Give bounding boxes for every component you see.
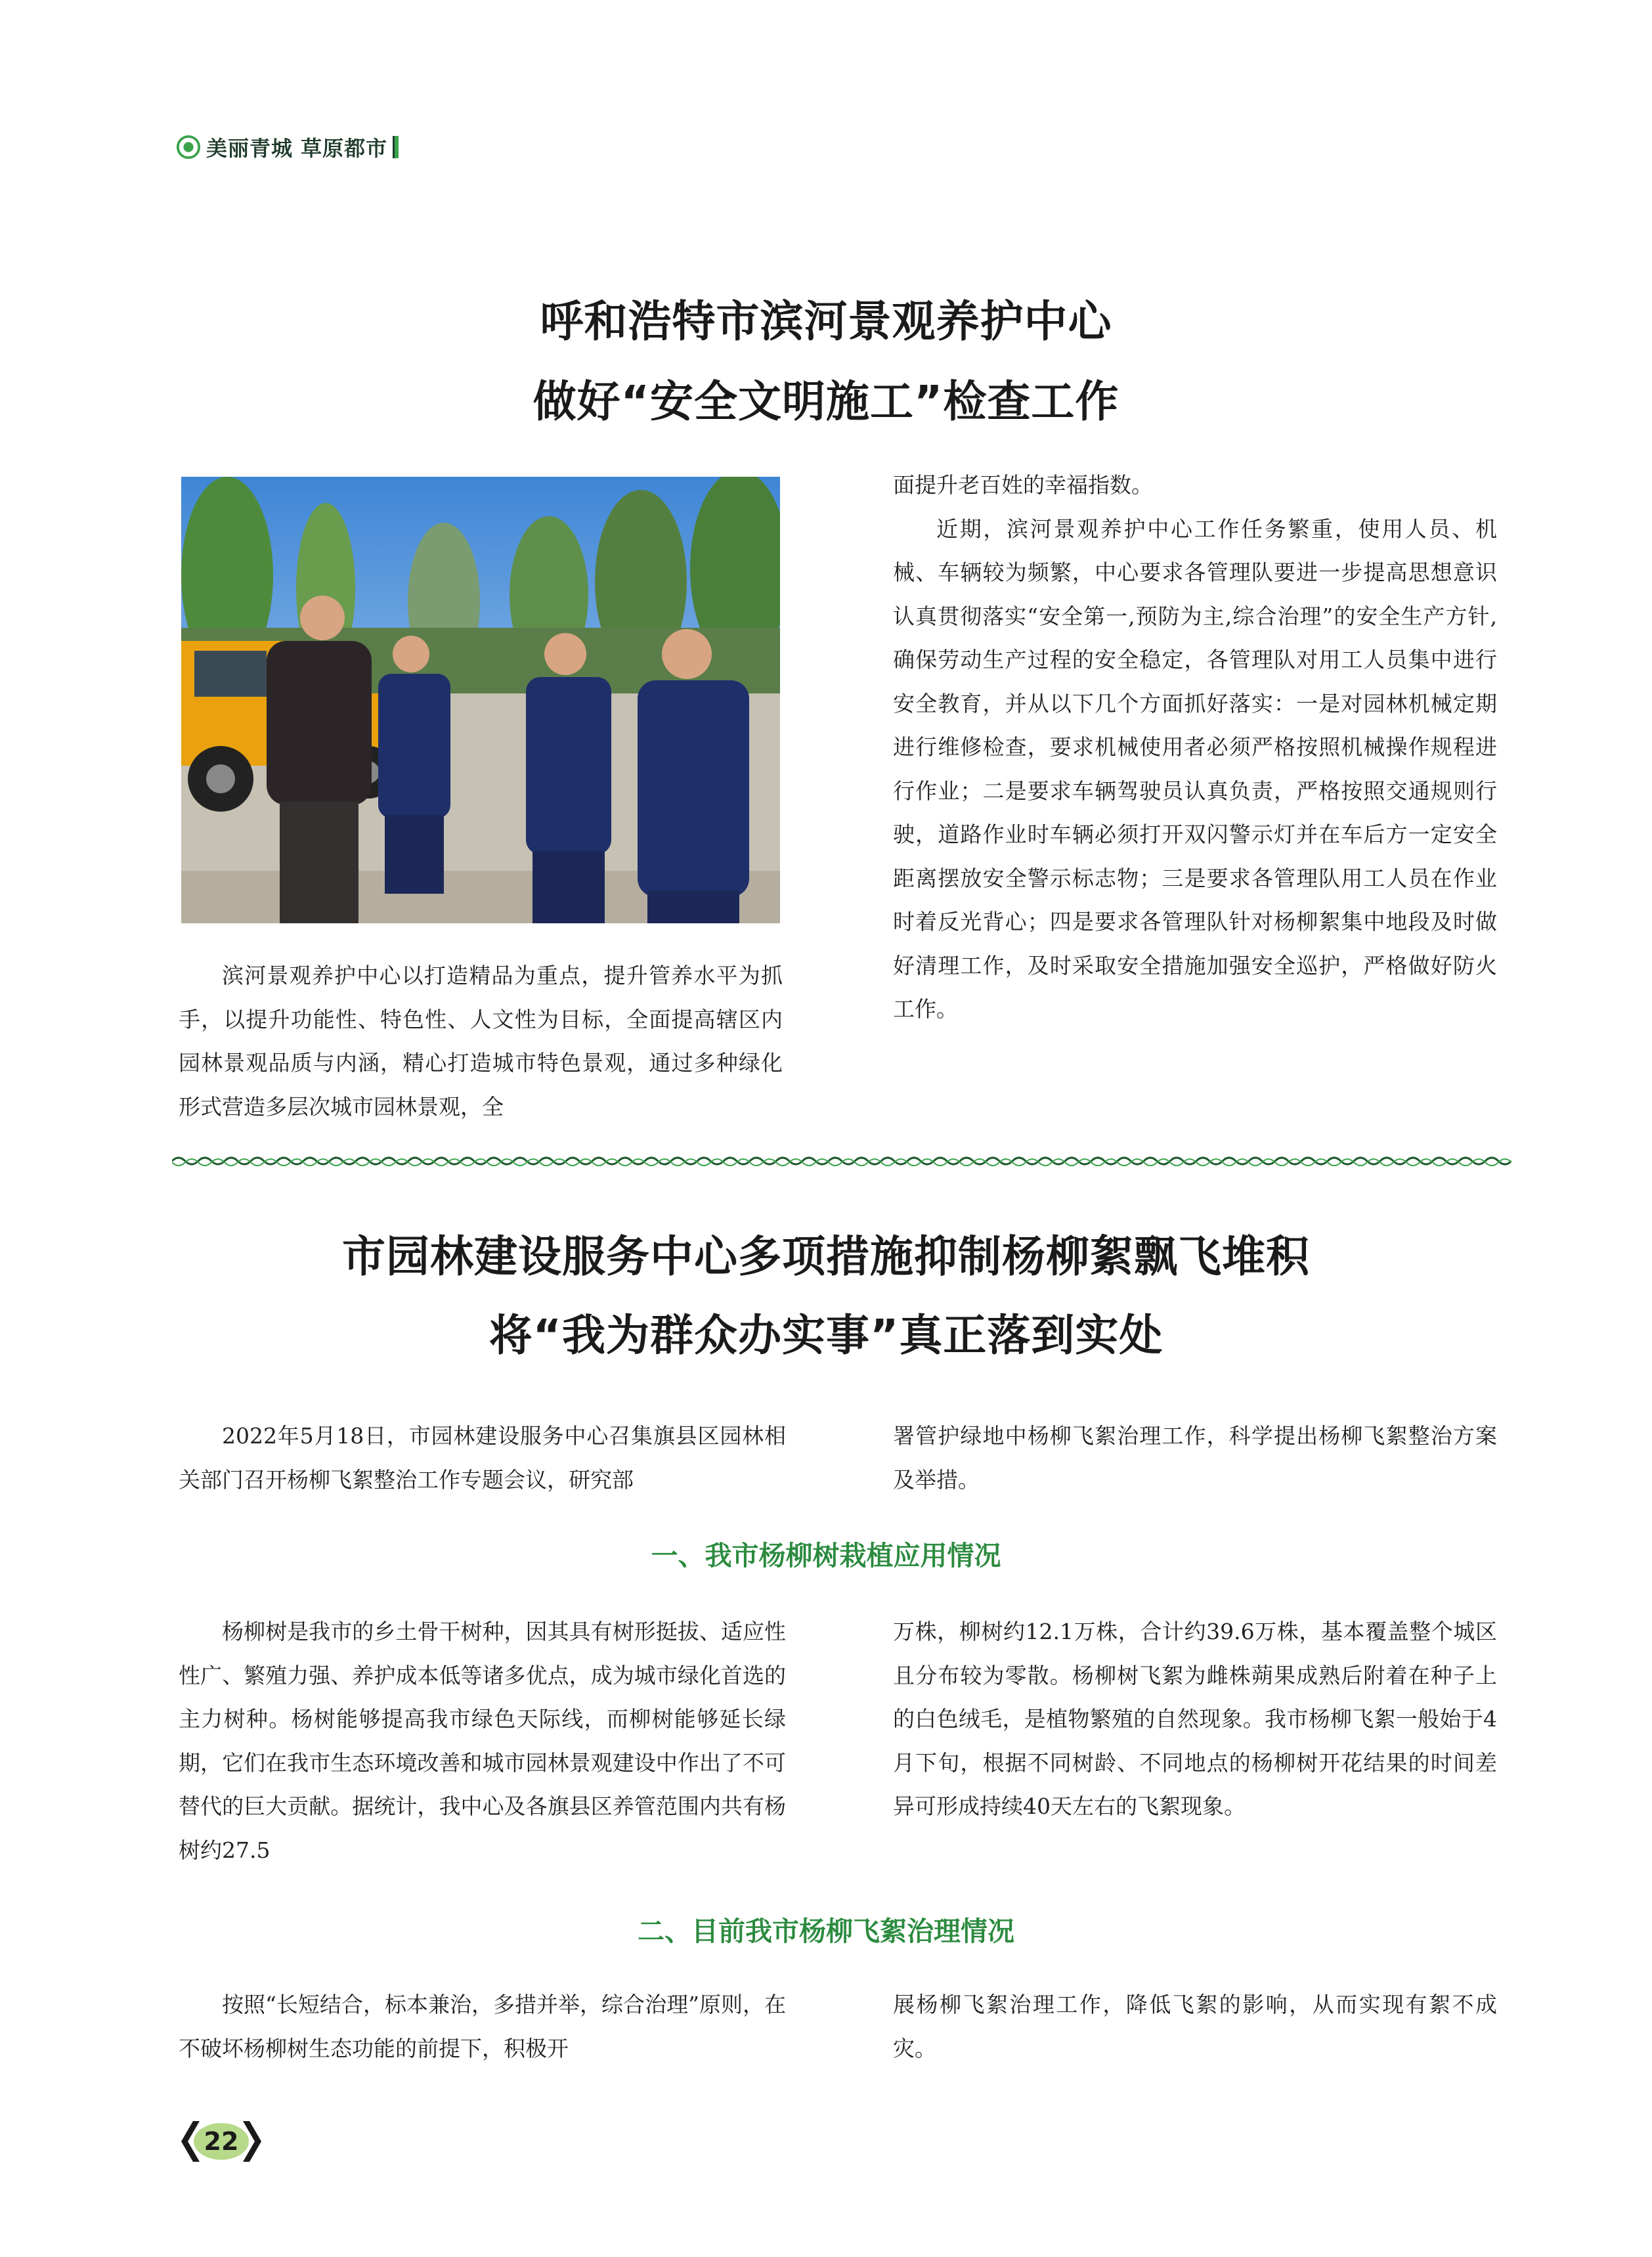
article2-title-line2: 将“我为群众办实事”真正落到实处 [489, 1310, 1163, 1361]
page-number-badge [172, 2117, 271, 2166]
section2-right-column [893, 1983, 1497, 2071]
section1-heading: 一、我市杨柳树栽植应用情况 [651, 1540, 1001, 1571]
article1-right-column [893, 464, 1497, 1032]
article1-left-paragraph: 滨河景观养护中心以打造精品为重点，提升管养水平为抓手，以提升功能性、特色性、人文性为目标，全面提高辖区内园林景观品质与内涵，精心打造城市特色景观，通过多种绿化形式营造多层次城市园林景观，全 [179, 963, 783, 1120]
section1-right-column [893, 1610, 1497, 1829]
page-number: 22 [204, 2127, 239, 2156]
wavy-divider [172, 1153, 1511, 1169]
section2-left-text: 按照“长短结合，标本兼治，多措并举，综合治理”原则，在不破坏杨柳树生态功能的前提下，积极开 [179, 1992, 786, 2061]
article1-left-column [179, 954, 783, 1129]
article2-intro-left-text: 2022年5月18日，市园林建设服务中心召集旗县区园林相关部门召开杨柳飞絮整治工作专题会议，研究部 [179, 1423, 786, 1493]
section2-right-text: 展杨柳飞絮治理工作，降低飞絮的影响，从而实现有絮不成灾。 [893, 1992, 1497, 2061]
section-label: 美丽青城 草原都市 [206, 136, 388, 161]
section2-left-column [179, 1983, 786, 2071]
article2-title-line1: 市园林建设服务中心多项措施抑制杨柳絮飘飞堆积 [342, 1231, 1310, 1282]
section1-right-text: 万株，柳树约12.1万株，合计约39.6万株，基本覆盖整个城区且分布较为零散。杨柳树飞絮为雌株蒴果成熟后附着在种子上的白色绒毛，是植物繁殖的自然现象。我市杨柳飞絮一般始于4月下旬，根据不同树龄、不同地点的杨柳树开花结果的时间差异可形成持续40天左右的飞絮现象。 [893, 1619, 1497, 1819]
article1-right-continuation: 面提升老百姓的幸福指数。 [893, 472, 1153, 498]
article1-photo [181, 477, 780, 923]
section1-left-text: 杨柳树是我市的乡土骨干树种，因其具有树形挺拔、适应性性广、繁殖力强、养护成本低等诸多优点，成为城市绿化首选的主力树种。杨树能够提高我市绿色天际线，而柳树能够延长绿期，它们在我市生态环境改善和城市园林景观建设中作出了不可替代的巨大贡献。据统计，我中心及各旗县区养管范围内共有杨树约27.5 [179, 1619, 786, 1863]
section1-left-column [179, 1610, 786, 1872]
article2-intro-left [179, 1414, 786, 1502]
article1-right-paragraph: 近期，滨河景观养护中心工作任务繁重，使用人员、机械、车辆较为频繁，中心要求各管理队要进一步提高思想意识认真贯彻落实“安全第一,预防为主,综合治理”的安全生产方针,确保劳动生产过程的安全稳定，各管理队对用工人员集中进行安全教育，并从以下几个方面抓好落实：一是对园林机械定期进行维修检查，要求机械使用者必须严格按照机械操作规程进行作业；二是要求车辆驾驶员认真负责，严格按照交通规则行驶，道路作业时车辆必须打开双闪警示灯并在车后方一定安全距离摆放安全警示标志物；三是要求各管理队用工人员在作业时着反光背心；四是要求各管理队针对杨柳絮集中地段及时做好清理工作，及时采取安全措施加强安全巡护，严格做好防火工作。 [893, 515, 1497, 1022]
header-bar-mark [393, 136, 399, 158]
section-header [176, 130, 399, 164]
target-circle-icon [176, 135, 201, 160]
article2-intro-right [893, 1414, 1497, 1502]
article1-title-line2: 做好“安全文明施工”检查工作 [533, 376, 1119, 427]
article2-intro-right-text: 署管护绿地中杨柳飞絮治理工作，科学提出杨柳飞絮整治方案及举措。 [893, 1423, 1497, 1493]
section2-heading: 二、目前我市杨柳飞絮治理情况 [638, 1916, 1014, 1947]
article1-title-line1: 呼和浩特市滨河景观养护中心 [540, 296, 1112, 347]
